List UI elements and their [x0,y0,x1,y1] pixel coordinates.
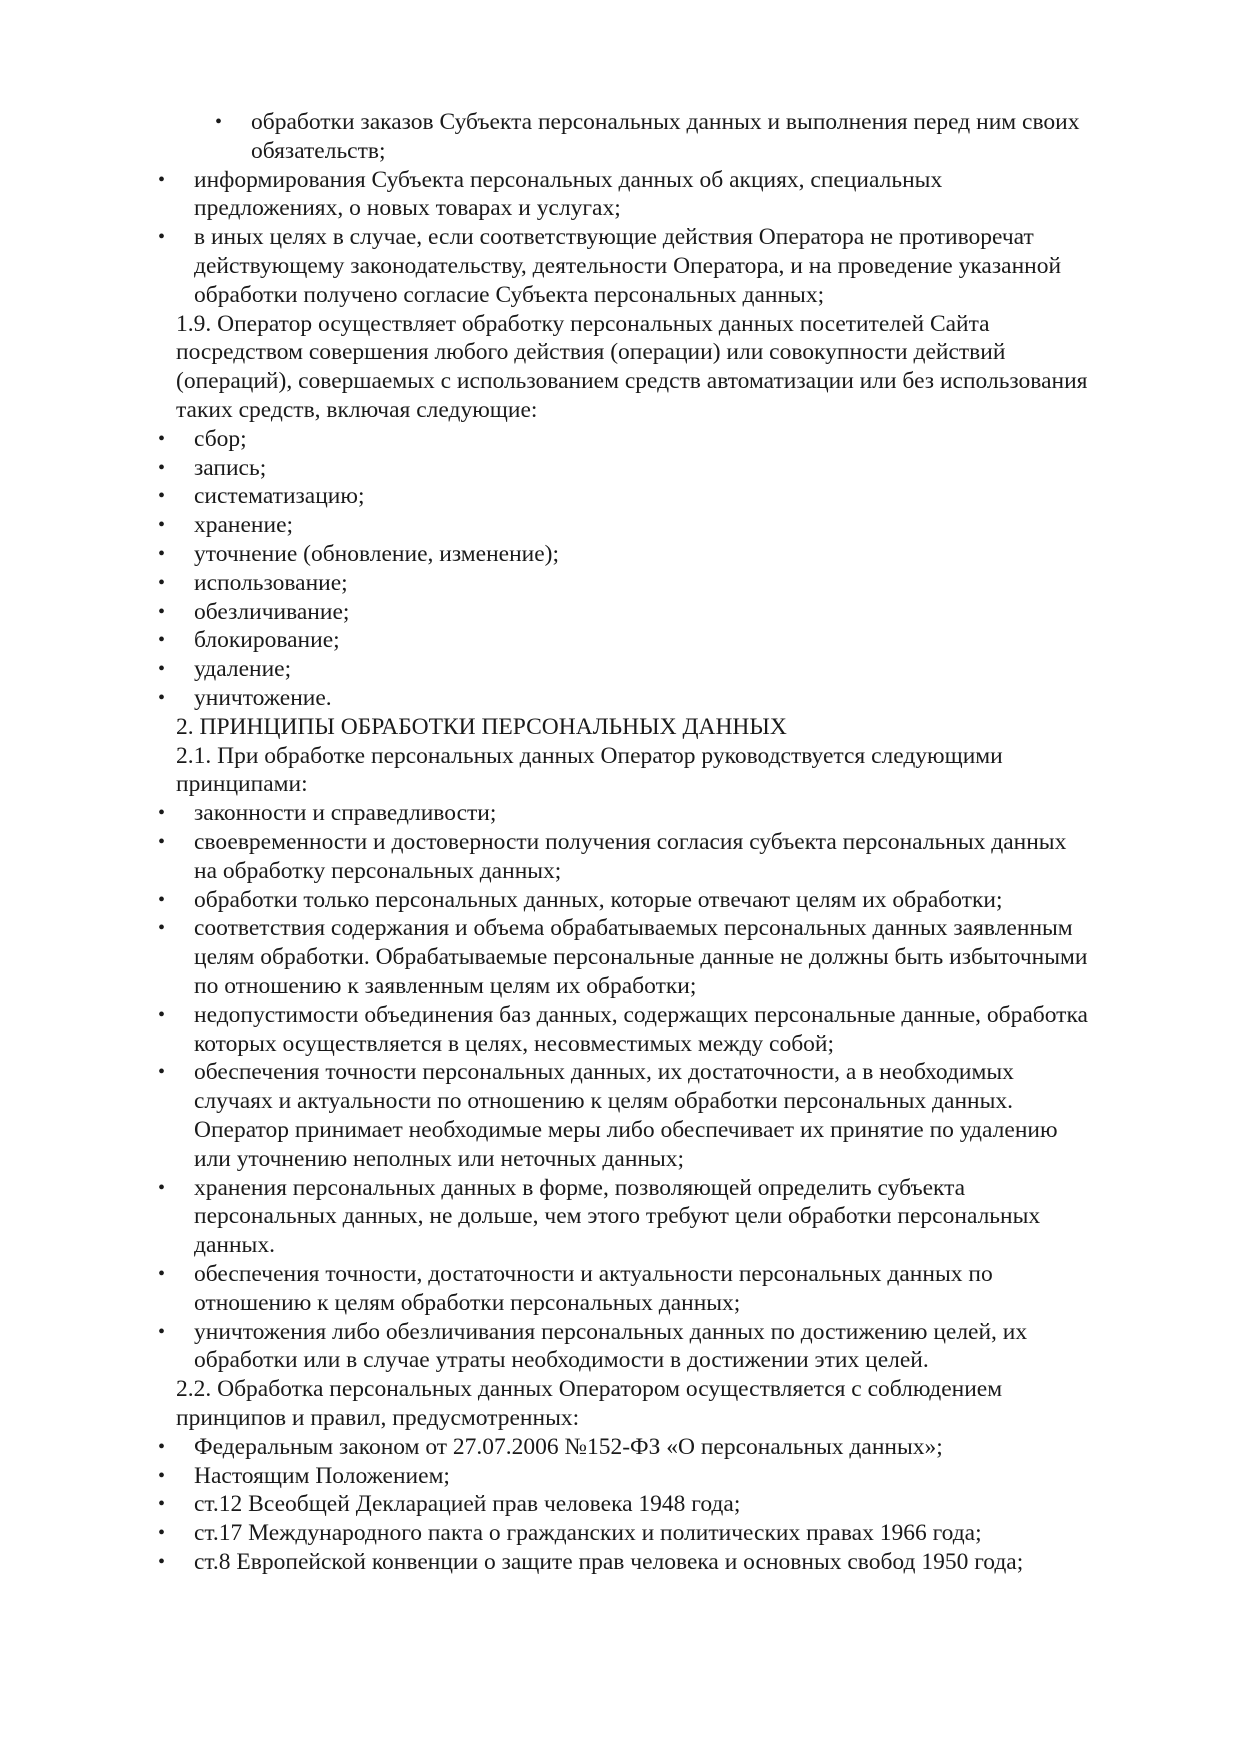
sublist-item-line: обязательств; [251,137,386,164]
actions-list-bullet: • [158,687,166,709]
actions-list-bullet: • [158,485,166,508]
principles-list-item-line: или уточнению неполных или неточных данных; [194,1145,685,1172]
principles-list-bullet: • [158,802,166,825]
legal-basis-list-item-line: Настоящим Положением; [194,1462,450,1489]
legal-basis-list-bullet: • [158,1493,166,1516]
principles-list-item-line: Оператор принимает необходимые меры либо обеспечивает их принятие по удалению [194,1117,1058,1143]
principles-list-item-line: соответствия содержания и объема обрабатываемых персональных данных заявленным [194,915,1073,942]
actions-list-bullet: • [158,629,166,652]
actions-list-item-line: запись; [194,454,267,481]
principles-list-bullet: • [158,1003,166,1026]
principles-list-item-line: обработки или в случае утраты необходимости в достижении этих целей. [194,1347,929,1374]
principles-list-item-line: обеспечения точности, достаточности и актуальности персональных данных по [194,1261,993,1287]
paragraph-1-9-line: (операций), совершаемых с использованием средств автоматизации или без использования [176,368,1088,395]
purpose-list-bullet: • [158,226,166,249]
purpose-list-item-line: информирования Субъекта персональных данных об акциях, специальных [194,166,943,193]
principles-list-item-line: обеспечения точности персональных данных, их достаточности, а в необходимых [194,1059,1014,1086]
principles-list-item-line: по отношению к заявленным целям их обработки; [194,973,697,999]
principles-list-bullet: • [158,917,166,940]
actions-list-item-line: уничтожение. [194,685,332,711]
actions-list-item-line: блокирование; [194,627,340,654]
principles-list-item-line: целям обработки. Обрабатываемые персональные данные не должны быть избыточными [194,944,1088,971]
paragraph-2-1-line: 2.1. При обработке персональных данных Оператор руководствуется следующими [176,742,1003,769]
actions-list-bullet: • [158,427,166,450]
principles-list-item-line: персональных данных, не дольше, чем этого требуют цели обработки персональных [194,1203,1041,1230]
purpose-list-item-line: обработки получено согласие Субъекта персональных данных; [194,281,825,308]
actions-list-bullet: • [158,658,166,681]
principles-list-item-line: на обработку персональных данных; [194,857,562,884]
purpose-list-item-line: действующему законодательству, деятельности Оператора, и на проведение указанной [194,253,1062,279]
principles-list-item-line: недопустимости объединения баз данных, содержащих персональные данные, обработка [194,1001,1088,1028]
principles-list-item-line: данных. [194,1232,275,1259]
principles-list-bullet: • [158,1320,166,1343]
actions-list-item-line: уточнение (обновление, изменение); [194,541,560,567]
actions-list-item-line: систематизацию; [194,483,365,510]
paragraph-1-9-line: 1.9. Оператор осуществляет обработку персональных данных посетителей Сайта [176,310,990,337]
actions-list-item-line: сбор; [194,425,247,452]
principles-list-item-line: которых осуществляется в целях, несовместимых между собой; [194,1030,835,1057]
paragraph-1-9-line: посредством совершения любого действия (операции) или совокупности действий [176,339,1006,366]
actions-list-bullet: • [158,571,166,594]
paragraph-2-2-line: принципов и правил, предусмотренных: [176,1405,580,1431]
paragraph-1-9-line: таких средств, включая следующие: [176,397,538,423]
actions-list-bullet: • [158,543,166,565]
actions-list-bullet: • [158,456,166,479]
legal-basis-list-bullet: • [158,1464,166,1487]
principles-list-item-line: отношению к целям обработки персональных данных; [194,1289,741,1316]
principles-list-bullet: • [158,831,166,853]
principles-list-bullet: • [158,1061,166,1084]
legal-basis-list-item-line: ст.8 Европейской конвенции о защите прав человека и основных свобод 1950 года; [194,1549,1024,1575]
purpose-list-item-line: в иных целях в случае, если соответствующие действия Оператора не противоречат [194,224,1034,251]
purpose-list-bullet: • [158,168,166,191]
actions-list-bullet: • [158,600,166,623]
principles-list-bullet: • [158,1263,166,1285]
principles-list-item-line: обработки только персональных данных, которые отвечают целям их обработки; [194,886,1003,913]
principles-list-item-line: уничтожения либо обезличивания персональных данных по достижению целей, их [194,1318,1028,1345]
principles-list-item-line: своевременности и достоверности получения согласия субъекта персональных данных [194,829,1067,855]
actions-list-item-line: использование; [194,569,348,596]
principles-list-bullet: • [158,1176,166,1199]
sublist-item-line: обработки заказов Субъекта персональных данных и выполнения перед ним своих [251,109,1080,135]
principles-list-item-line: случаях и актуальности по отношению к целям обработки персональных данных. [194,1088,1014,1115]
actions-list-bullet: • [158,514,166,537]
actions-list-item-line: удаление; [194,656,292,683]
legal-basis-list-bullet: • [158,1522,166,1545]
principles-list-item-line: законности и справедливости; [194,800,497,827]
legal-basis-list-item-line: ст.12 Всеобщей Декларацией прав человека 1948 года; [194,1491,741,1518]
legal-basis-list-bullet: • [158,1551,166,1573]
section-2-heading: 2. ПРИНЦИПЫ ОБРАБОТКИ ПЕРСОНАЛЬНЫХ ДАННЫХ [176,713,787,740]
actions-list-item-line: обезличивание; [194,598,350,625]
sublist-bullet: • [215,111,223,133]
purpose-list-item-line: предложениях, о новых товарах и услугах; [194,195,621,222]
paragraph-2-1-line: принципами: [176,771,308,798]
legal-basis-list-item-line: ст.17 Международного пакта о гражданских и политических правах 1966 года; [194,1520,982,1547]
legal-basis-list-bullet: • [158,1435,166,1458]
principles-list-bullet: • [158,888,166,911]
legal-basis-list-item-line: Федеральным законом от 27.07.2006 №152-ФЗ «О персональных данных»; [194,1433,943,1460]
principles-list-item-line: хранения персональных данных в форме, позволяющей определить субъекта [194,1174,966,1201]
paragraph-2-2-line: 2.2. Обработка персональных данных Оператором осуществляется с соблюдением [176,1376,1003,1403]
actions-list-item-line: хранение; [194,512,294,539]
